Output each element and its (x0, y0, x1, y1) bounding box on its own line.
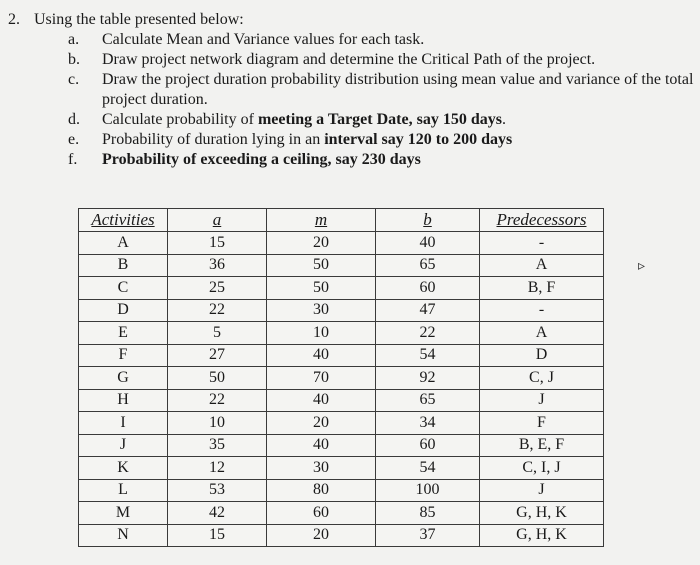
task-item (68, 70, 698, 110)
task-text (102, 70, 698, 110)
a-cell: 22 (168, 389, 267, 412)
b-cell: 60 (376, 434, 480, 457)
table-row (79, 412, 604, 435)
task-text (102, 110, 698, 130)
activity-cell: J (79, 434, 168, 457)
table-row (79, 524, 604, 547)
task-text (102, 130, 698, 150)
b-cell: 100 (376, 479, 480, 502)
header-m: m (267, 209, 376, 232)
task-text-part: Calculate Mean and Variance values for each task. (102, 31, 425, 48)
task-text-part: interval say 120 to 200 days (324, 131, 513, 148)
activity-cell: C (79, 277, 168, 300)
m-cell: 20 (267, 412, 376, 435)
header-activities: Activities (79, 209, 168, 232)
m-cell: 40 (267, 389, 376, 412)
m-cell: 10 (267, 322, 376, 345)
m-cell: 20 (267, 232, 376, 255)
task-text (102, 50, 698, 70)
m-cell: 50 (267, 277, 376, 300)
activity-cell: A (79, 232, 168, 255)
predecessors-cell: C, I, J (480, 457, 604, 480)
table-row (79, 322, 604, 345)
predecessors-cell: A (480, 322, 604, 345)
task-list (8, 30, 698, 170)
predecessors-cell: G, H, K (480, 524, 604, 547)
m-cell: 60 (267, 502, 376, 525)
task-text-part: . (501, 111, 506, 128)
task-text (102, 150, 698, 170)
m-cell: 20 (267, 524, 376, 547)
m-cell: 80 (267, 479, 376, 502)
a-cell: 36 (168, 254, 267, 277)
table-row (79, 367, 604, 390)
task-item (68, 110, 698, 130)
table-body (79, 232, 604, 547)
header-b: b (376, 209, 480, 232)
b-cell: 85 (376, 502, 480, 525)
activity-cell: B (79, 254, 168, 277)
predecessors-cell: D (480, 344, 604, 367)
table-row (79, 232, 604, 255)
predecessors-cell: B, F (480, 277, 604, 300)
b-cell: 54 (376, 457, 480, 480)
task-text-part: Draw project network diagram and determine the Critical Path of the project. (102, 51, 596, 68)
b-cell: 22 (376, 322, 480, 345)
table-header-row (79, 209, 604, 232)
question-header (8, 10, 698, 30)
a-cell: 15 (168, 232, 267, 255)
table-row (79, 299, 604, 322)
b-cell: 34 (376, 412, 480, 435)
m-cell: 40 (267, 344, 376, 367)
b-cell: 65 (376, 254, 480, 277)
task-letter: b. (68, 51, 80, 68)
task-text-part: meeting a Target Date, say 150 days (257, 111, 502, 128)
task-item (68, 30, 698, 50)
task-item (68, 130, 698, 150)
question-number: 2. (8, 11, 20, 28)
predecessors-cell: B, E, F (480, 434, 604, 457)
a-cell: 50 (168, 367, 267, 390)
task-letter: c. (68, 71, 80, 88)
activity-cell: D (79, 299, 168, 322)
b-cell: 60 (376, 277, 480, 300)
predecessors-cell: A (480, 254, 604, 277)
a-cell: 5 (168, 322, 267, 345)
b-cell: 92 (376, 367, 480, 390)
predecessors-cell: F (480, 412, 604, 435)
a-cell: 35 (168, 434, 267, 457)
a-cell: 27 (168, 344, 267, 367)
task-text-part: Draw the project duration probability distribution using mean value and variance of the total project duration. (102, 71, 694, 108)
task-letter: f. (68, 151, 78, 168)
predecessors-cell: G, H, K (480, 502, 604, 525)
task-letter: e. (68, 131, 80, 148)
b-cell: 54 (376, 344, 480, 367)
activity-cell: E (79, 322, 168, 345)
activity-cell: N (79, 524, 168, 547)
predecessors-cell: J (480, 389, 604, 412)
task-letter: d. (68, 111, 80, 128)
question-block (8, 10, 698, 170)
activity-cell: G (79, 367, 168, 390)
activity-cell: I (79, 412, 168, 435)
m-cell: 40 (267, 434, 376, 457)
predecessors-cell: - (480, 299, 604, 322)
activity-cell: H (79, 389, 168, 412)
a-cell: 42 (168, 502, 267, 525)
b-cell: 37 (376, 524, 480, 547)
table-row (79, 389, 604, 412)
task-item (68, 50, 698, 70)
predecessors-cell: - (480, 232, 604, 255)
header-predecessors: Predecessors (480, 209, 604, 232)
table-row (79, 254, 604, 277)
activity-table-wrapper (78, 208, 604, 547)
task-text-part: Probability of exceeding a ceiling, say 230 days (102, 151, 421, 168)
task-text (102, 30, 698, 50)
table-row (79, 502, 604, 525)
activity-cell: F (79, 344, 168, 367)
m-cell: 70 (267, 367, 376, 390)
mouse-cursor-icon: ▹ (638, 259, 646, 274)
b-cell: 65 (376, 389, 480, 412)
activity-cell: K (79, 457, 168, 480)
activity-cell: M (79, 502, 168, 525)
table-row (79, 434, 604, 457)
a-cell: 25 (168, 277, 267, 300)
m-cell: 30 (267, 457, 376, 480)
task-letter: a. (68, 31, 80, 48)
table-row (79, 479, 604, 502)
task-item (68, 150, 698, 170)
table-row (79, 277, 604, 300)
m-cell: 30 (267, 299, 376, 322)
predecessors-cell: C, J (480, 367, 604, 390)
question-intro: Using the table presented below: (34, 11, 244, 28)
a-cell: 53 (168, 479, 267, 502)
a-cell: 12 (168, 457, 267, 480)
m-cell: 50 (267, 254, 376, 277)
header-a: a (168, 209, 267, 232)
a-cell: 22 (168, 299, 267, 322)
b-cell: 40 (376, 232, 480, 255)
a-cell: 10 (168, 412, 267, 435)
a-cell: 15 (168, 524, 267, 547)
task-text-part: Probability of duration lying in an (102, 131, 325, 148)
activity-cell: L (79, 479, 168, 502)
table-row (79, 457, 604, 480)
task-text-part: Calculate probability of (102, 111, 258, 128)
b-cell: 47 (376, 299, 480, 322)
table-row (79, 344, 604, 367)
activity-table (78, 208, 604, 547)
predecessors-cell: J (480, 479, 604, 502)
